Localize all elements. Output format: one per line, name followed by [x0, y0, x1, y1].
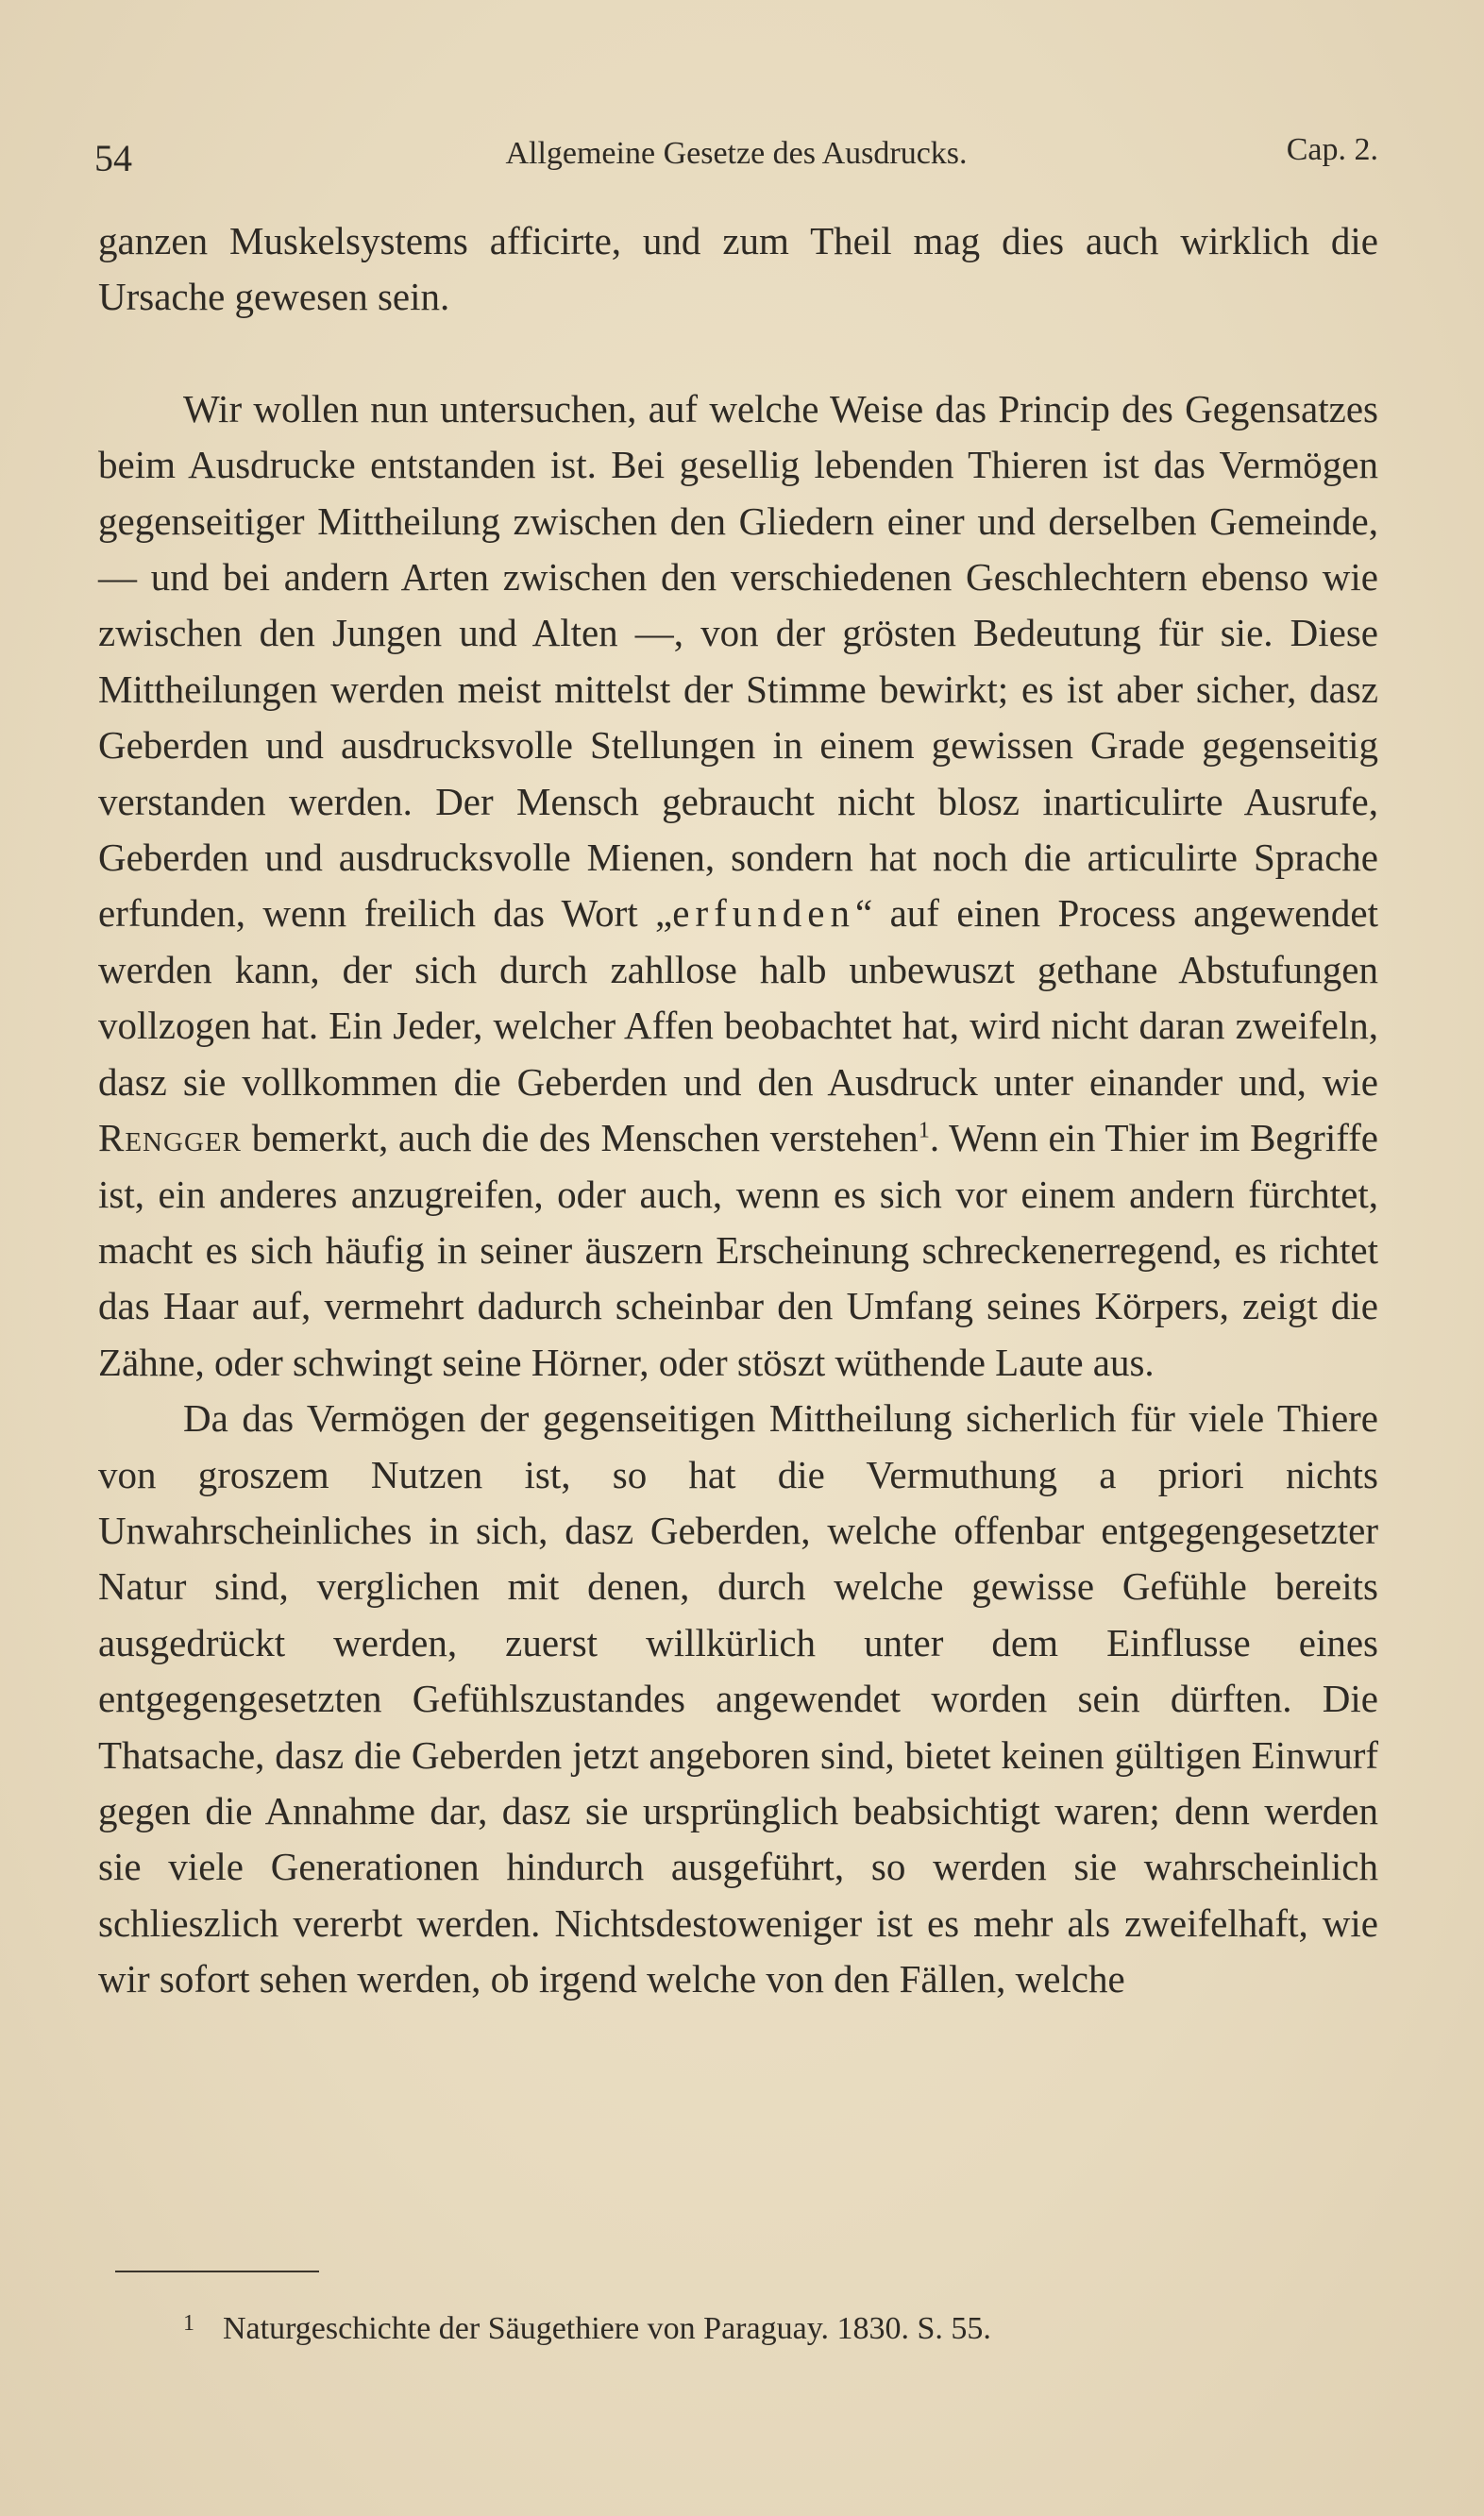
footnote-divider [115, 2271, 319, 2272]
footnote [185, 2306, 1318, 2352]
paragraph-2-part-b: “ auf einen Process angewendet werden kann, der sich durch zahllose halb unbewuszt gethane Abstufungen vollzogen hat. Ein Jeder, welcher Affen beobachtet hat, wird nicht daran zweifeln, dasz sie vollkommen die Geberden und den Ausdruck unter einander und, wie [98, 891, 1378, 1104]
author-name-rengger: Rengger [98, 1116, 242, 1160]
paragraph-1: ganzen Muskelsystems afficirte, und zum Theil mag dies auch wirklich die Ursache gewesen sein. [98, 219, 1378, 319]
footnote-mark: 1 [183, 2311, 194, 2336]
chapter-label: Cap. 2. [1286, 132, 1378, 167]
paragraph-2-part-d: . Wenn ein Thier im Begriffe ist, ein anderes anzugreifen, oder auch, wenn es sich vor einem andern fürchtet, macht es sich häufig in seiner äuszern Erscheinung schreckenerregend, es richtet das Haar auf, vermehrt dadurch scheinbar den Umfang seines Körpers, zeigt die Zähne, oder schwingt seine Hörner, oder stöszt wüthende Laute aus. [98, 1116, 1378, 1384]
paragraph-2-part-c: bemerkt, auch die des Menschen verstehen [241, 1116, 919, 1160]
spaced-word-erfunden: erfunden [672, 891, 855, 936]
footnote-text: Naturgeschichte der Säugethiere von Paraguay. 1830. S. 55. [223, 2311, 991, 2346]
paragraph-2-part-a: Wir wollen nun untersuchen, auf welche Weise das Princip des Gegensatzes beim Ausdrucke entstanden ist. Bei gesellig lebenden Thieren ist das Vermögen gegenseitiger Mittheilung zwischen den Gliedern einer und derselben Gemeinde, — und bei andern Arten zwischen den verschiedenen Geschlechtern ebenso wie zwischen den Jungen und Alten —, von der grösten Bedeutung für sie. Diese Mittheilungen werden meist mittelst der Stimme bewirkt; es ist aber sicher, dasz Geberden und ausdrucksvolle Stellungen in einem gewissen Grade gegenseitig verstanden werden. Der Mensch gebraucht nicht blosz inarticulirte Ausrufe, Geberden und ausdrucksvolle Mienen, sondern hat noch die articulirte Sprache erfunden, wenn freilich das Wort „ [98, 386, 1378, 936]
footnote-reference: 1 [918, 1118, 930, 1143]
paragraph-2 [98, 381, 1378, 1391]
body-text [98, 213, 1378, 2008]
paragraph-3: Da das Vermögen der gegenseitigen Mittheilung sicherlich für viele Thiere von groszem Nutzen ist, so hat die Vermuthung a priori nichts Unwahrscheinliches in sich, dasz Geberden, welche offenbar entgegengesetzter Natur sind, verglichen mit denen, durch welche gewisse Gefühle bereits ausgedrückt werden, zuerst willkürlich unter dem Einflusse eines entgegengesetzten Gefühlszustandes angewendet worden sein dürften. Die Thatsache, dasz die Geberden jetzt angeboren sind, bietet keinen gültigen Einwurf gegen die Annahme dar, dasz sie ursprünglich beabsichtigt waren; denn werden sie viele Generationen hindurch ausgeführt, so werden sie wahrscheinlich schlieszlich vererbt werden. Nichtsdestoweniger ist es mehr als zweifelhaft, wie wir sofort sehen werden, ob irgend welche von den Fällen, welche [98, 1396, 1378, 2001]
running-title: Allgemeine Gesetze des Ausdrucks. [505, 136, 968, 171]
page-header [94, 132, 1378, 189]
page-number: 54 [94, 137, 132, 179]
